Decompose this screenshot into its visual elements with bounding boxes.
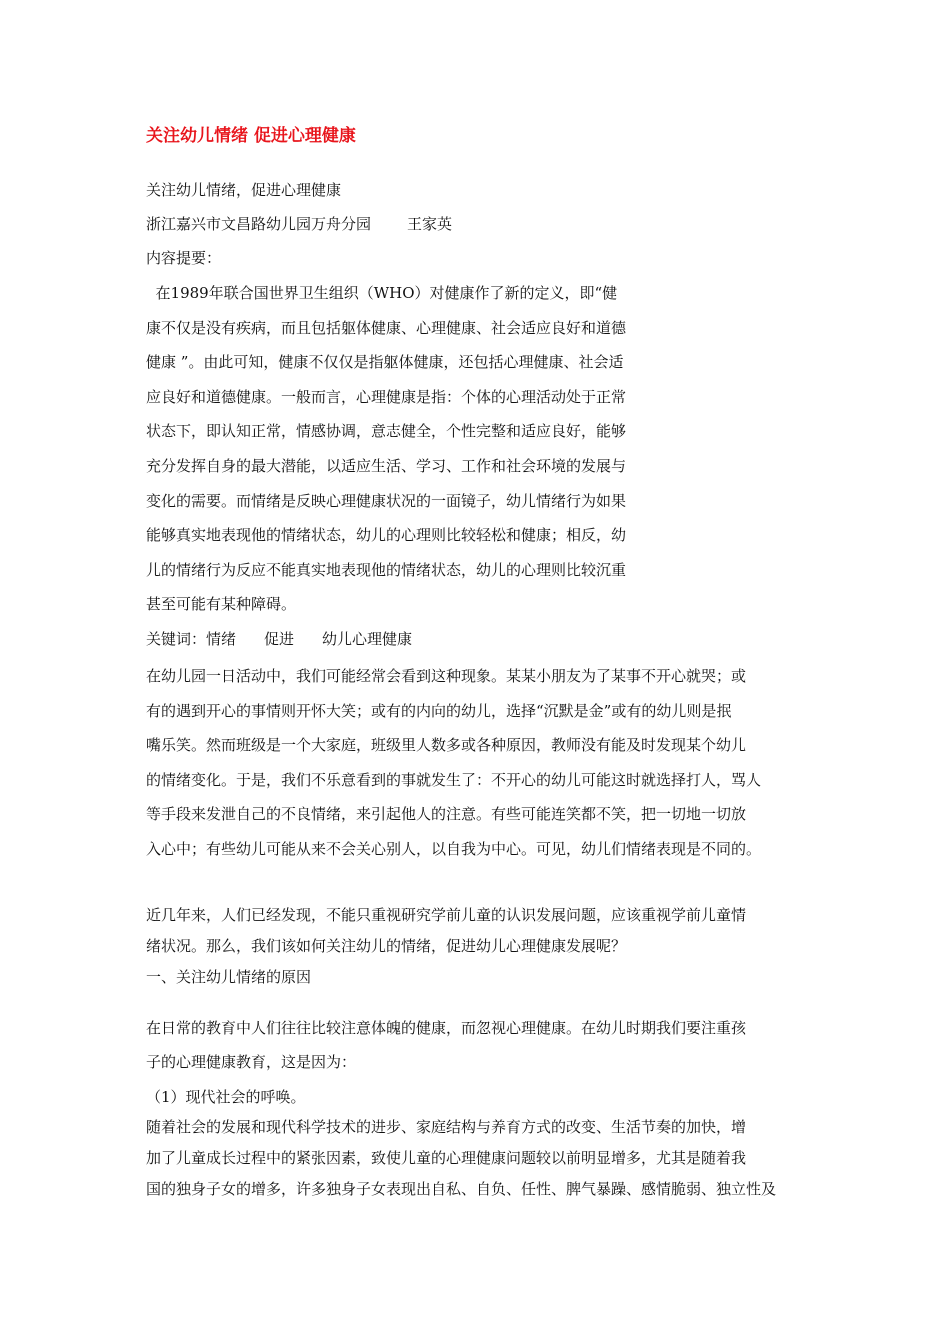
body-paragraph-4 bbox=[146, 1112, 814, 1205]
keyword-mental-health: 幼儿心理健康 bbox=[322, 630, 413, 648]
paragraph-line: 等手段来发泄自己的不良情绪，来引起他人的注意。有些可能连笑都不笑，把一切地一切放 bbox=[146, 805, 747, 823]
affiliation: 浙江嘉兴市文昌路幼儿园万舟分园 bbox=[146, 215, 372, 233]
author-name: 王家英 bbox=[407, 215, 453, 233]
header-block bbox=[146, 173, 452, 275]
abstract-line: 康不仅是没有疾病，而且包括躯体健康、心理健康、社会适应良好和道德 bbox=[146, 318, 627, 337]
paragraph-line: 绪状况。那么，我们该如何关注幼儿的情绪，促进幼儿心理健康发展呢？ bbox=[146, 937, 627, 955]
abstract-paragraph bbox=[146, 276, 686, 622]
paragraph-line: 在幼儿园一日活动中，我们可能经常会看到这种现象。某某小朋友为了某事不开心就哭；或 bbox=[146, 667, 747, 685]
paragraph-line: 子的心理健康教育，这是因为： bbox=[146, 1053, 357, 1072]
keyword-promote: 促进 bbox=[264, 630, 295, 648]
abstract-line: 能够真实地表现他的情绪状态，幼儿的心理则比较轻松和健康；相反，幼 bbox=[146, 526, 627, 545]
paragraph-line: 随着社会的发展和现代科学技术的进步、家庭结构与养育方式的改变、生活节奏的加快，增 bbox=[146, 1118, 747, 1136]
author-line bbox=[146, 207, 452, 241]
abstract-line: 变化的需要。而情绪是反映心理健康状况的一面镜子，幼儿情绪行为如果 bbox=[146, 491, 627, 510]
subsection-heading: （1）现代社会的呼唤。 bbox=[146, 1087, 306, 1106]
paragraph-line: 入心中；有些幼儿可能从来不会关心别人，以自我为中心。可见，幼儿们情绪表现是不同的。 bbox=[146, 839, 762, 858]
paragraph-line: 有的遇到开心的事情则开怀大笑；或有的内向的幼儿，选择“沉默是金”或有的幼儿则是抿 bbox=[146, 701, 732, 720]
document-title: 关注幼儿情绪 促进心理健康 bbox=[146, 126, 356, 146]
abstract-line: 健康 ”。由此可知，健康不仅仅是指躯体健康，还包括心理健康、社会适 bbox=[146, 353, 624, 372]
body-paragraph-2 bbox=[146, 900, 814, 993]
abstract-line: 充分发挥自身的最大潜能，以适应生活、学习、工作和社会环境的发展与 bbox=[146, 456, 627, 475]
body-paragraph-1 bbox=[146, 659, 814, 866]
paragraph-line: 的情绪变化。于是，我们不乐意看到的事就发生了：不开心的幼儿可能这时就选择打人，骂人 bbox=[146, 770, 762, 789]
paragraph-line: 加了儿童成长过程中的紧张因素，致使儿童的心理健康问题较以前明显增多，尤其是随着我 bbox=[146, 1149, 747, 1167]
keywords-line bbox=[146, 624, 412, 654]
paragraph-line: 在日常的教育中人们往往比较注意体魄的健康，而忽视心理健康。在幼儿时期我们要注重孩 bbox=[146, 1019, 747, 1037]
abstract-line: 儿的情绪行为反应不能真实地表现他的情绪状态，幼儿的心理则比较沉重 bbox=[146, 560, 627, 579]
subtitle: 关注幼儿情绪，促进心理健康 bbox=[146, 181, 342, 199]
paragraph-line: 近几年来，人们已经发现，不能只重视研究学前儿童的认识发展问题，应该重视学前儿童情 bbox=[146, 906, 747, 924]
abstract-line: 甚至可能有某种障碍。 bbox=[146, 595, 297, 614]
abstract-line: 在1989年联合国世界卫生组织（WHO）对健康作了新的定义，即“健 bbox=[146, 284, 618, 302]
paragraph-line: 国的独身子女的增多，许多独身子女表现出自私、自负、任性、脾气暴躁、感情脆弱、独立性及 bbox=[146, 1180, 777, 1198]
paragraph-line: 嘴乐笑。然而班级是一个大家庭，班级里人数多或各种原因，教师没有能及时发现某个幼儿 bbox=[146, 736, 747, 754]
abstract-heading: 内容提要： bbox=[146, 249, 222, 267]
abstract-line: 状态下，即认知正常，情感协调，意志健全，个性完整和适应良好，能够 bbox=[146, 422, 627, 441]
section-heading: 一、关注幼儿情绪的原因 bbox=[146, 968, 312, 986]
keywords-label: 关键词：情绪 bbox=[146, 630, 237, 648]
abstract-line: 应良好和道德健康。一般而言，心理健康是指：个体的心理活动处于正常 bbox=[146, 387, 627, 406]
body-paragraph-3 bbox=[146, 1011, 814, 1114]
